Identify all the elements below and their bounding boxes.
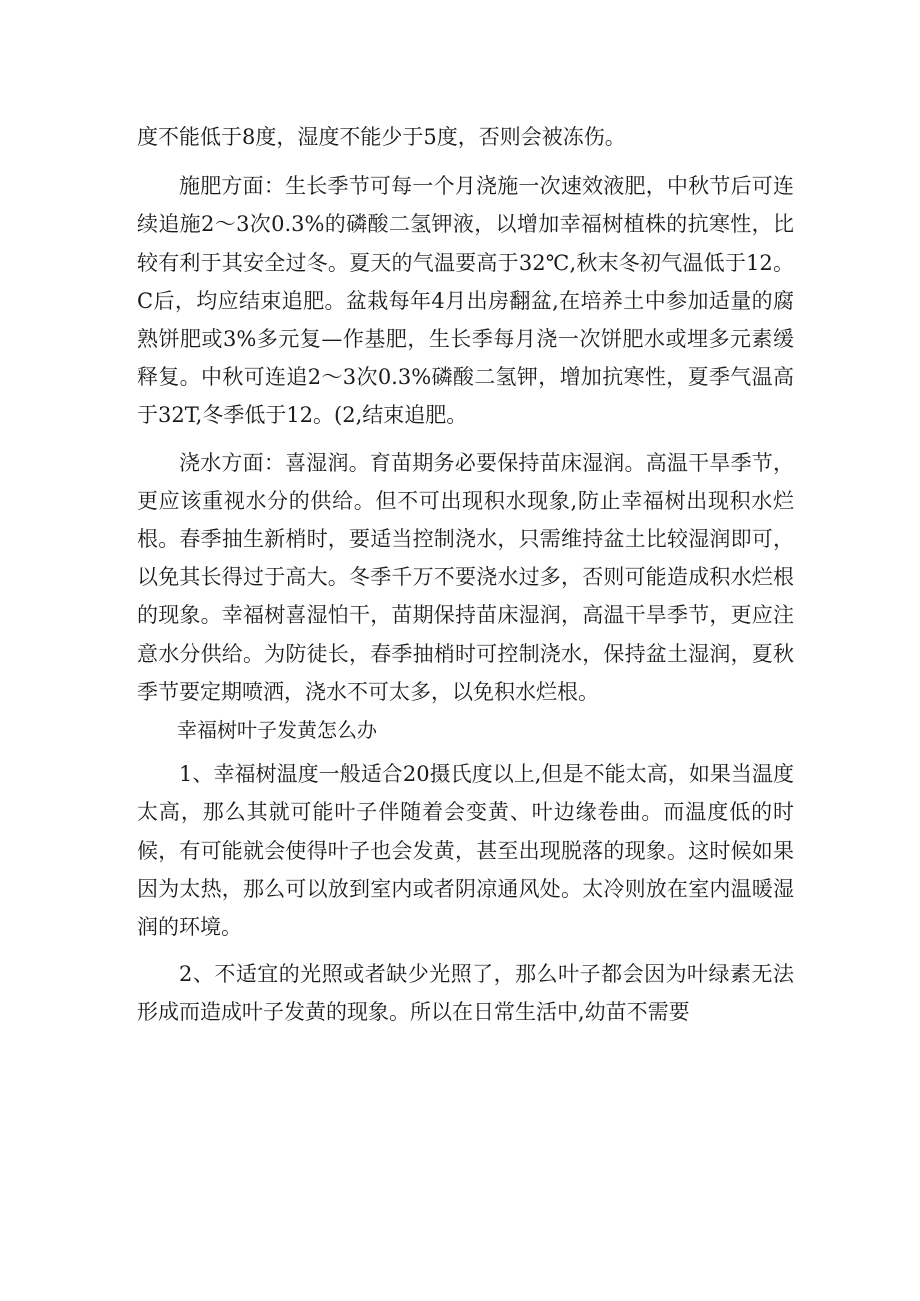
paragraph-point-1-temperature: 1、幸福树温度一般适合20摄氏度以上,但是不能太高，如果当温度太高，那么其就可能叶子伴随着会变黄、叶边缘卷曲。而温度低的时候，有可能就会使得叶子也会发黄，甚至出现脱落的现象。这时候如果因为太热，那么可以放到室内或者阴凉通风处。太冷则放在室内温暖湿润的环境。 [137, 762, 794, 940]
section-heading-yellow-leaves: 幸福树叶子发黄怎么办 [177, 718, 377, 743]
paragraph-watering: 浇水方面：喜湿润。育苗期务必要保持苗床湿润。高温干旱季节，更应该重视水分的供给。但不可出现积水现象,防止幸福树出现积水烂根。春季抽生新梢时，要适当控制浇水，只需维持盆土比较湿润即可，以免其长得过于高大。冬季千万不要浇水过多，否则可能造成积水烂根的现象。幸福树喜湿怕干，苗期保持苗床湿润，高温干旱季节，更应注意水分供给。为防徒长，春季抽梢时可控制浇水，保持盆土湿润，夏秋季节要定期喷洒，浇水不可太多，以免积水烂根。 [137, 450, 794, 704]
paragraph-point-2-light: 2、不适宜的光照或者缺少光照了，那么叶子都会因为叶绿素无法形成而造成叶子发黄的现象。所以在日常生活中,幼苗不需要 [137, 962, 794, 1025]
document-page [137, 118, 794, 1032]
paragraph-fertilizing: 施肥方面：生长季节可每一个月浇施一次速效液肥，中秋节后可连续追施2～3次0.3%的磷酸二氢钾液，以增加幸福树植株的抗寒性，比较有利于其安全过冬。夏天的气温要高于32℃,秋末冬初气温低于12。C后，均应结束追肥。盆栽每年4月出房翻盆,在培养土中参加适量的腐熟饼肥或3%多元复—作基肥，生长季每月浇一次饼肥水或埋多元素缓释复。中秋可连追2～3次0.3%磷酸二氢钾，增加抗寒性，夏季气温高于32T,冬季低于12。(2,结束追肥。 [137, 174, 794, 428]
paragraph-temperature-end: 度不能低于8度，湿度不能少于5度，否则会被冻伤。 [137, 125, 626, 149]
